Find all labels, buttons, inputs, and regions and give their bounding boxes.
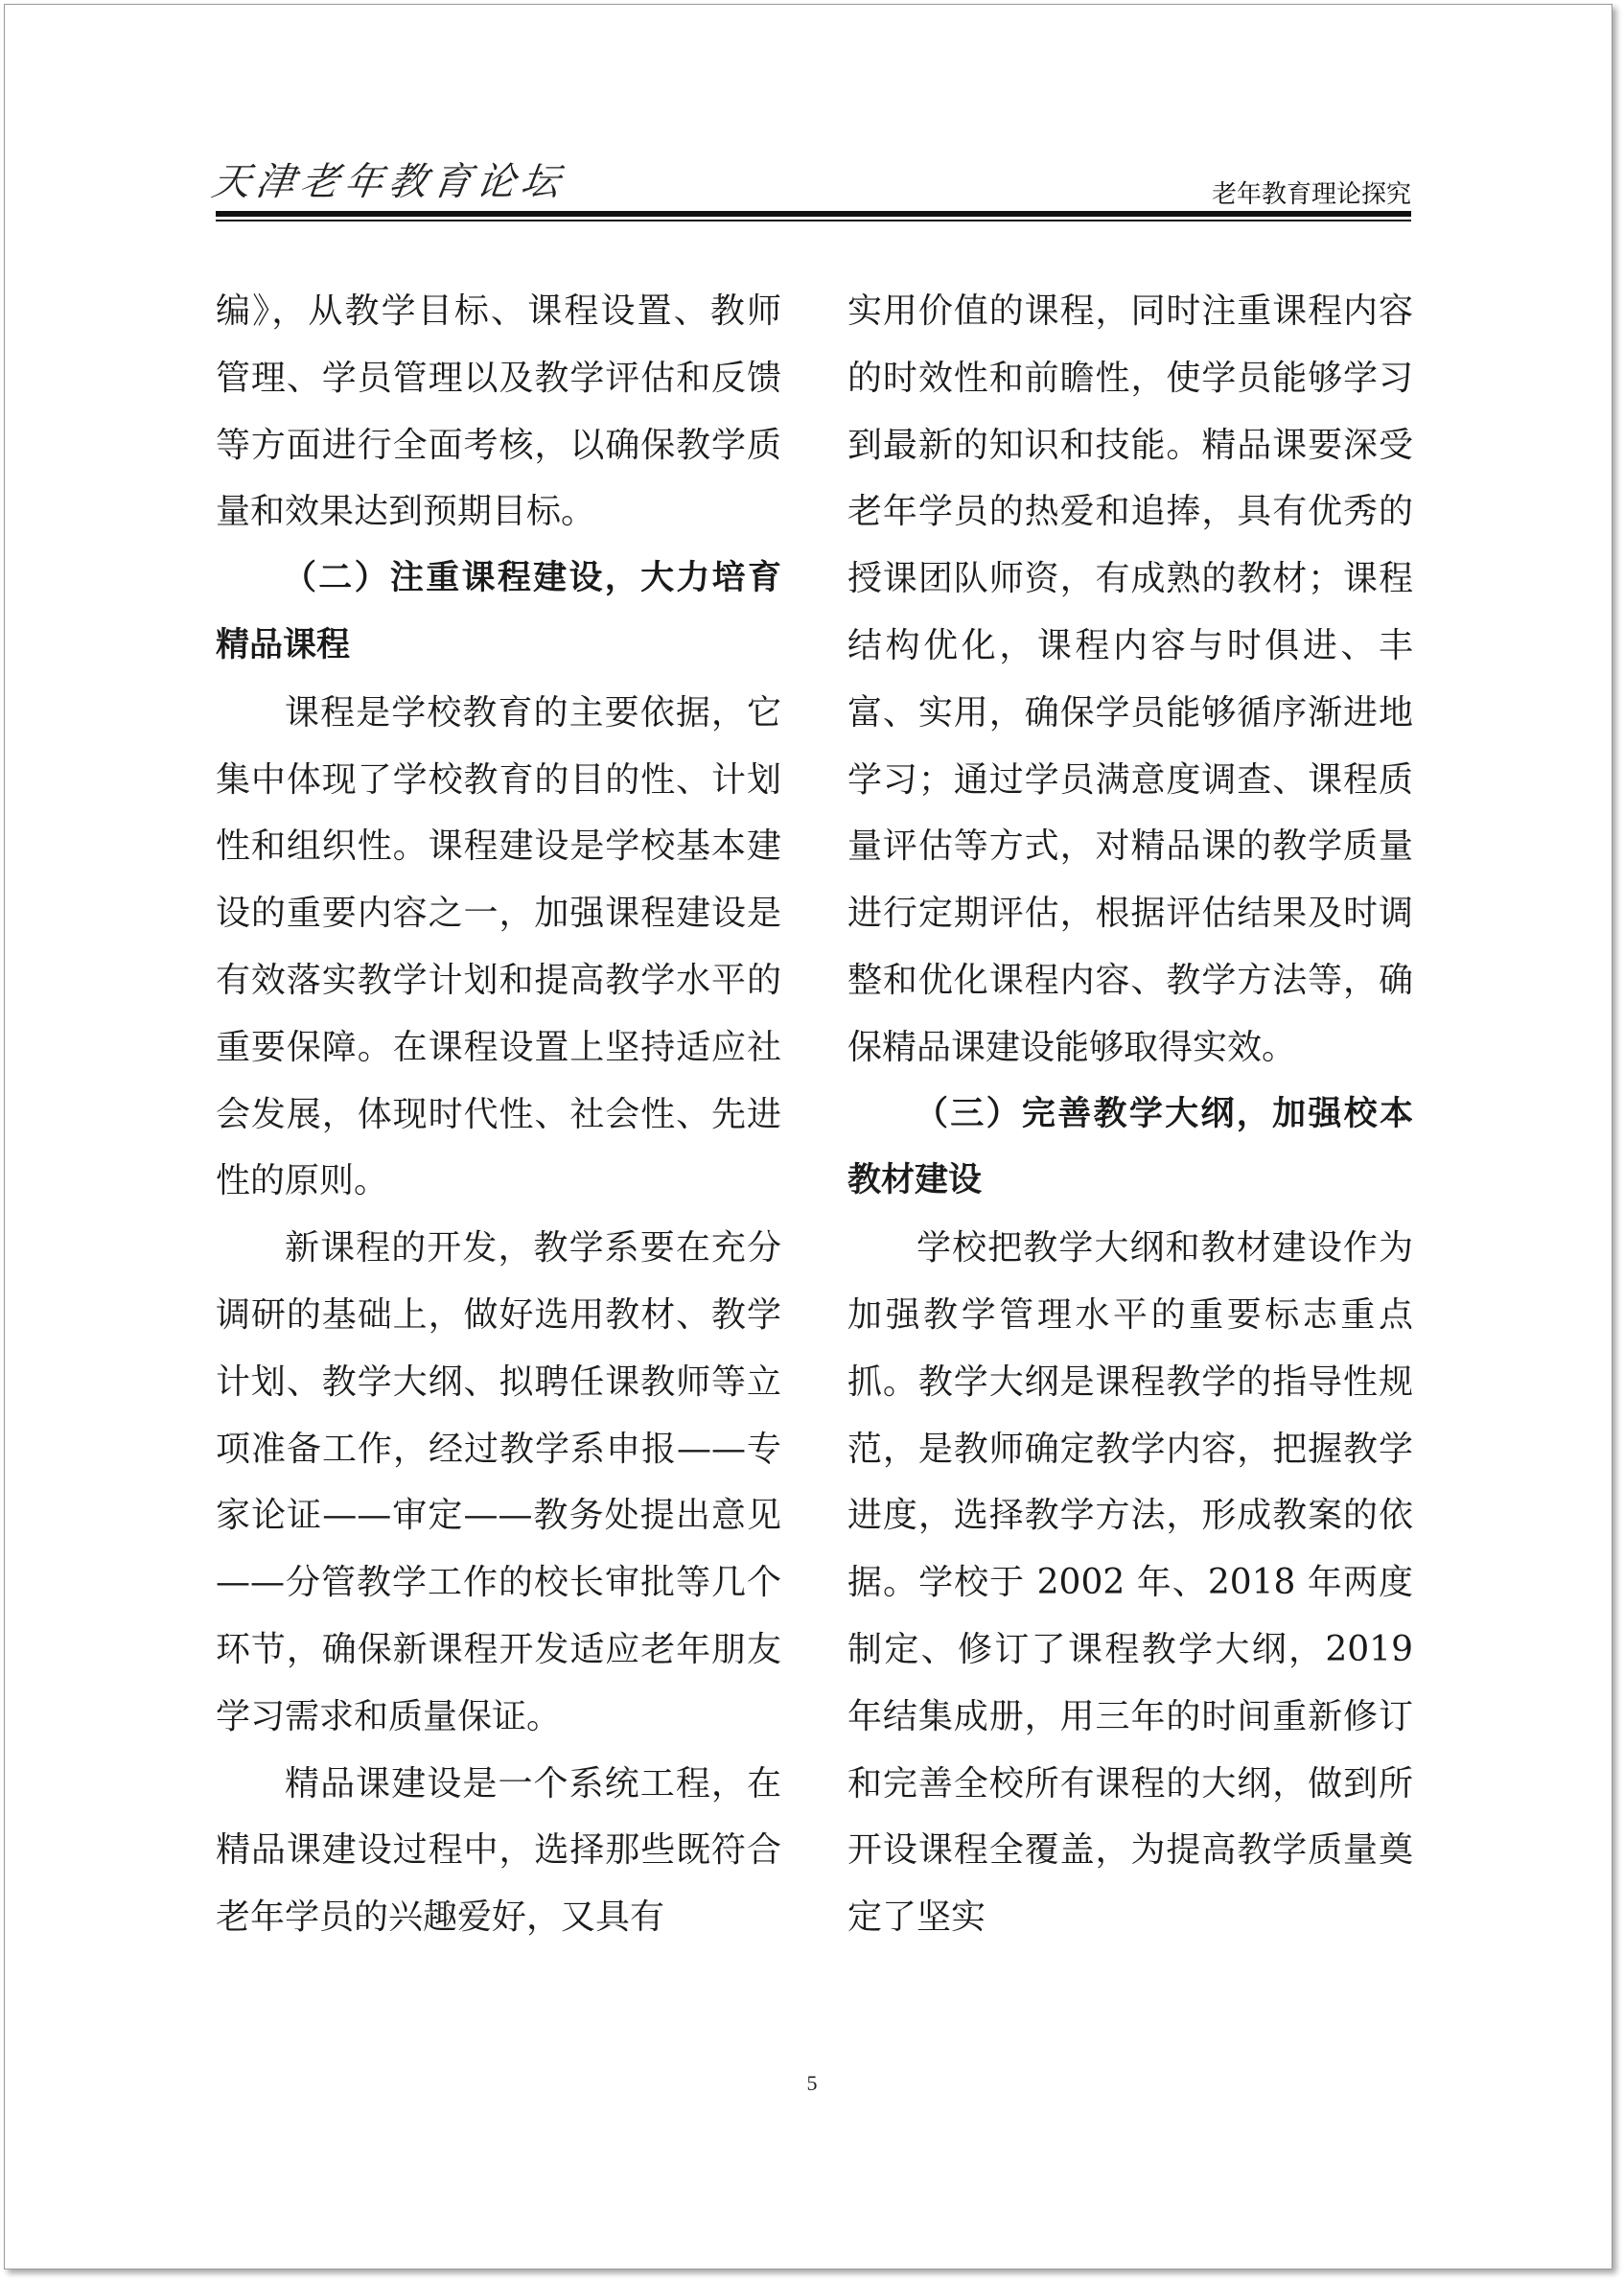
section-heading: （三）完善教学大纲，加强校本教材建设: [847, 1094, 1413, 1200]
paragraph: 精品课建设是一个系统工程，在精品课建设过程中，选择那些既符合老年学员的兴趣爱好，又具有: [216, 1763, 781, 1938]
paragraph: 学校把教学大纲和教材建设作为加强教学管理水平的重要标志重点抓。教学大纲是课程教学的指导性规范，是教师确定教学内容，把握教学进度，选择教学方法，形成教案的依据。学校于 2002 年、2018 年两度制定、修订了课程教学大纲，2019 年结集成册，用三年的时间重新修订和完善全校所有课程的大纲，做到所开设课程全覆盖，为提高教学质量奠定了坚实: [847, 1228, 1413, 1938]
left-column: [216, 278, 781, 1951]
journal-logo: 天津老年教育论坛: [209, 160, 568, 204]
header-rule-thin: [216, 220, 1411, 221]
paragraph: 新课程的开发，教学系要在充分调研的基础上，做好选用教材、教学计划、教学大纲、拟聘任课教师等立项准备工作，经过教学系申报——专家论证——审定——教务处提出意见——分管教学工作的校长审批等几个环节，确保新课程开发适应老年朋友学习需求和质量保证。: [216, 1228, 781, 1736]
paragraph: 实用价值的课程，同时注重课程内容的时效性和前瞻性，使学员能够学习到最新的知识和技能。精品课要深受老年学员的热爱和追捧，具有优秀的授课团队师资，有成熟的教材；课程结构优化，课程内容与时俱进、丰富、实用，确保学员能够循序渐进地学习；通过学员满意度调查、课程质量评估等方式，对精品课的教学质量进行定期评估，根据评估结果及时调整和优化课程内容、教学方法等，确保精品课建设能够取得实效。: [847, 291, 1413, 1067]
page-number: 5: [806, 2071, 818, 2095]
header-rule-thick: [216, 211, 1411, 217]
section-title: 老年教育理论探究: [1211, 180, 1411, 209]
section-heading: （二）注重课程建设，大力培育精品课程: [216, 559, 781, 664]
paragraph: 编》，从教学目标、课程设置、教师管理、学员管理以及教学评估和反馈等方面进行全面考核，以确保教学质量和效果达到预期目标。: [216, 291, 781, 532]
paragraph: 课程是学校教育的主要依据，它集中体现了学校教育的目的性、计划性和组织性。课程建设是学校基本建设的重要内容之一，加强课程建设是有效落实教学计划和提高教学水平的重要保障。在课程设置上坚持适应社会发展，体现时代性、社会性、先进性的原则。: [216, 692, 781, 1201]
right-column: [847, 278, 1413, 1951]
